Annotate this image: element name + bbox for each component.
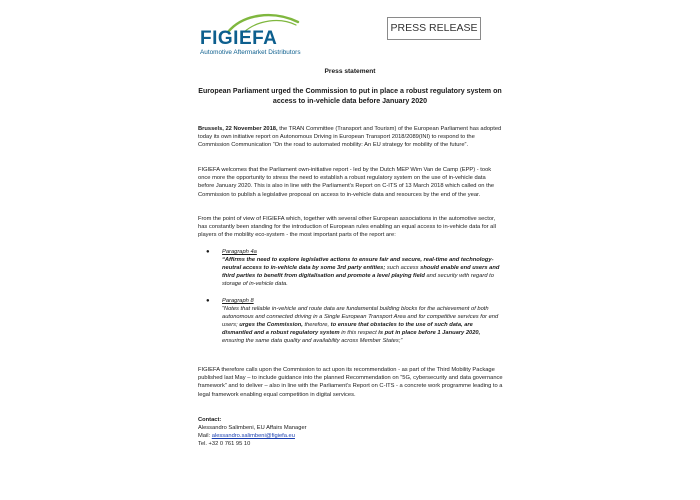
contact-email-link[interactable]: alessandro.salimbeni@figiefa.eu — [211, 433, 295, 440]
intro-paragraph — [198, 125, 503, 150]
paragraph-4: FIGIEFA therefore calls upon the Commission to act upon its recommendation - as part of the Third Mobility Package published last May – to include guidance into the planned Recommendation on “5G, cybersecurity and data governance framework” and to deliver – also in line with the Parliament’s Report on C-ITS - a concrete work programme leading to a legal framework enabling equal competition in digital services. — [198, 367, 503, 398]
contact-block — [198, 416, 448, 448]
press-release-label: PRESS RELEASE — [387, 17, 481, 40]
bullet-dot: ● — [206, 249, 210, 255]
contact-label: Contact: — [198, 417, 222, 423]
page-title: European Parliament urged the Commission to put in place a robust regulatory system on access to in-vehicle data before January 2020 — [198, 87, 502, 105]
paragraph-3: From the point of view of FIGIEFA which, together with several other European associations in the automotive sector, has constantly been standing for the introduction of European rules enabling an equal access to in-vehicle data for all players of the mobility eco-system - the most important parts of the report are: — [198, 216, 496, 239]
bullet-quote-4a: “Affirms the need to explore legislative actions to ensure fair and secure, real-time and technology-neutral access to in-vehicle data by some 3rd party entities; such access should enable end users and third parties to benefit from digitalisation and promote a level playing field and security with regard to storage of in-vehicle data. — [222, 257, 500, 288]
statement-label: Press statement — [324, 68, 376, 75]
bullet-heading-8: Paragraph 8 — [222, 298, 254, 304]
bullet-dot: ● — [206, 298, 210, 304]
intro-lead: Brussels, 22 November 2018, — [198, 126, 278, 132]
figiefa-logo — [198, 8, 328, 54]
contact-tel: Tel. +32 0 761 95 10 — [198, 441, 251, 448]
logo-tagline: Automotive Aftermarket Distributors — [200, 49, 301, 56]
logo-text: FIGIEFA — [200, 28, 278, 49]
contact-name: Alessandro Salimbeni, EU Affairs Manager — [198, 425, 307, 432]
intro-text: the TRAN Committee (Transport and Tourism) of the European Parliament has adopted today its own initiative report on Autonomous Driving in European Transport 2018/2089(INI) to respond to the Commission Communication “On the road to automated mobility: An EU strategy for mobility of the future”. — [198, 126, 502, 149]
paragraph-2: FIGIEFA welcomes that the Parliament own-initiative report - led by the Dutch MEP Wim Van de Camp (EPP) - took once more the opportunity to stress the need to establish a robust regulatory system on the use of in-vehicle data before January 2020. This is also in line with the Parliament’s Report on C-ITS of 13 March 2018 which called on the Commission to publish a legislative proposal on access to in-vehicle data and resources by the end of the year. — [198, 167, 495, 198]
bullet-heading-4a: Paragraph 4a — [222, 249, 257, 255]
mail-label: Mail: — [198, 433, 212, 440]
contact-mail-line — [198, 432, 448, 440]
bullet-quote-8: “Notes that reliable in-vehicle and route data are fundamental building blocks for the achievement of both autonomous and connected driving in a Single European Transport Area and for competitive services for end users; urges the Commission, therefore, to ensure that obstacles to the use of such data, are dismantled and a robust regulatory system in this respect is put in place before 1 January 2020, ensuring the same data quality and availability across Member States;” — [222, 306, 499, 345]
